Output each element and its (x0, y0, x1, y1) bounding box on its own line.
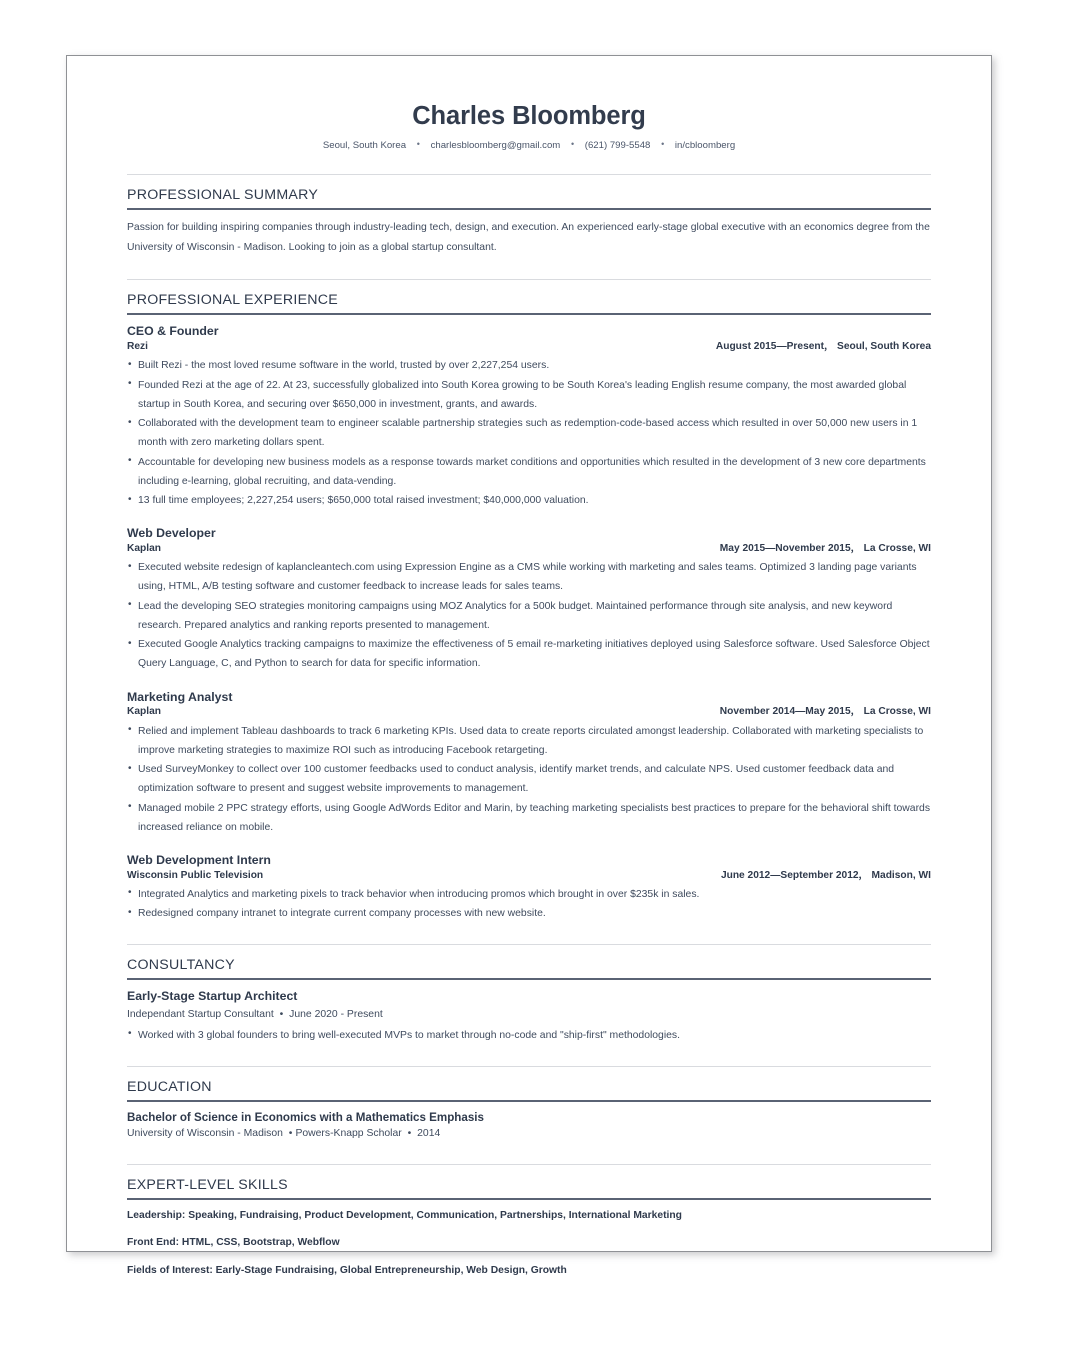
bullet-item: • Collaborated with the development team to engineer scalable partnership strategies such as redemption-code-based access which resulted in over 50,000 new users in 1 month with zero marketing dollars spent. (127, 414, 931, 453)
skill-line-fields-of-interest: Fields of Interest: Early-Stage Fundraising, Global Entrepreneurship, Web Design, Growth (127, 1264, 567, 1276)
resume-page (66, 55, 992, 1276)
consultancy-entry (127, 988, 931, 1045)
section-rule (127, 978, 931, 980)
section-education (127, 1066, 931, 1143)
section-rule (127, 208, 931, 210)
section-skills (127, 1164, 931, 1278)
education-year: 2014 (417, 1128, 441, 1140)
job-title: Web Development Intern (127, 853, 271, 868)
contact-separator-icon: • (661, 139, 665, 150)
section-rule (127, 1100, 931, 1102)
company-name: Wisconsin Public Television (127, 869, 264, 881)
section-rule (127, 1198, 931, 1200)
consultancy-dates: June 2020 - Present (289, 1009, 383, 1021)
section-heading-experience: PROFESSIONAL EXPERIENCE (127, 292, 338, 309)
bullet-item: • Built Rezi - the most loved resume software in the world, trusted by over 2,227,254 users. (127, 356, 931, 375)
bullet-item: • Worked with 3 global founders to bring well-executed MVPs to market through no-code and "ship-first" methodologies. (127, 1026, 931, 1045)
section-consultancy (127, 944, 931, 1045)
degree-name: Bachelor of Science in Economics with a Mathematics Emphasis (127, 1111, 484, 1124)
bullet-item: • Lead the developing SEO strategies monitoring campaigns using MOZ Analytics for a 500k budget. Maintained performance through site analysis, and new keyword research. Prepared analytics and ranking reports presented to management. (127, 597, 931, 636)
bullet-item: • Relied and implement Tableau dashboards to track 6 marketing KPIs. Used data to create reports circulated amongst leadership. Collaborated with marketing specialists to improve marketing strategies to maximize ROI such as introducing Facebook retargeting. (127, 722, 931, 761)
contact-line (127, 140, 931, 152)
bullet-item: • 13 full time employees; 2,227,254 users; $650,000 total raised investment; $40,000,000 valuation. (127, 491, 931, 510)
summary-text: Passion for building inspiring companies through industry-leading tech, design, and execution. An experienced early-stage global executive with an economics degree from the University of Wisconsin - Madison. Looking to join as a global startup consultant. (127, 221, 930, 254)
job-dates-location: August 2015—Present， Seoul, South Korea (715, 341, 931, 352)
section-heading-summary: PROFESSIONAL SUMMARY (127, 186, 319, 203)
skill-line-leadership: Leadership: Speaking, Fundraising, Product Development, Communication, Partnerships, International Marketing (127, 1209, 682, 1221)
experience-entry (127, 323, 931, 510)
contact-linkedin[interactable]: in/cbloomberg (674, 140, 736, 152)
job-header-row (127, 869, 931, 883)
bullet-item: • Managed mobile 2 PPC strategy efforts, using Google AdWords Editor and Marin, by teaching marketing specialists best practices to prepare for the behavioral shift towards increased reliance on mobile. (127, 799, 931, 838)
job-title: CEO & Founder (127, 324, 219, 339)
meta-separator-icon: • (279, 1009, 284, 1021)
job-bullets (127, 722, 931, 838)
education-meta (127, 1126, 931, 1143)
bullet-item: • Executed Google Analytics tracking campaigns to maximize the effectiveness of 5 email re-marketing initiatives deployed using Salesforce software. Used Salesforce Object Query Language, C, and Python to search for data for specific information. (127, 635, 931, 674)
bullet-item: • Integrated Analytics and marketing pixels to track behavior when introducing promos which brought in over $235k in sales. (127, 885, 931, 904)
bullet-item: • Accountable for developing new business models as a response towards market conditions and opportunities which resulted in the development of 3 new core departments including e-learning, global recruiting, and data-vending. (127, 453, 931, 492)
education-honor: Powers-Knapp Scholar (295, 1128, 402, 1140)
job-bullets (127, 356, 931, 510)
company-name: Kaplan (127, 706, 161, 718)
section-professional-experience (127, 279, 931, 923)
contact-phone[interactable]: (621) 799-5548 (584, 140, 651, 152)
job-bullets (127, 558, 931, 674)
school-name: University of Wisconsin - Madison (127, 1128, 283, 1140)
contact-email[interactable]: charlesbloomberg@gmail.com (430, 140, 561, 152)
section-divider (127, 174, 931, 175)
meta-separator-icon: • (407, 1128, 412, 1140)
company-name: Kaplan (127, 542, 161, 554)
bullet-item: • Founded Rezi at the age of 22. At 23, successfully globalized into South Korea growing to be South Korea's leading English resume company, the most awarded global startup in South Korea, and securing over $650,000 in investment, grants, and awards. (127, 376, 931, 415)
section-divider (127, 1164, 931, 1165)
bullet-item: • Redesigned company intranet to integrate current company processes with new website. (127, 904, 931, 923)
section-divider (127, 279, 931, 280)
contact-separator-icon: • (416, 139, 420, 150)
job-header-row (127, 542, 931, 556)
company-name: Rezi (127, 341, 148, 352)
experience-entry (127, 525, 931, 673)
job-dates-location: May 2015—November 2015， La Crosse, WI (719, 542, 931, 554)
consultancy-org: Independant Startup Consultant (127, 1009, 274, 1021)
candidate-name: Charles Bloomberg (412, 102, 646, 130)
consultancy-bullets (127, 1026, 931, 1045)
resume-header (127, 102, 931, 153)
meta-separator-icon: • (288, 1128, 293, 1140)
section-professional-summary (127, 174, 931, 259)
consultancy-meta (127, 1006, 931, 1024)
section-heading-education: EDUCATION (127, 1078, 212, 1095)
job-dates-location: June 2012—September 2012， Madison, WI (720, 869, 931, 881)
skill-line-front-end: Front End: HTML, CSS, Bootstrap, Webflow (127, 1237, 340, 1249)
contact-separator-icon: • (570, 139, 575, 150)
experience-entry (127, 689, 931, 837)
job-header-row (127, 705, 931, 719)
experience-entry (127, 852, 931, 923)
job-dates-location: November 2014—May 2015， La Crosse, WI (719, 706, 931, 718)
job-header-row (127, 340, 931, 354)
bullet-item: • Used SurveyMonkey to collect over 100 customer feedbacks used to conduct analysis, identify market trends, and calculate NPS. Used customer feedback data and optimization software to present and suggest website improvements to management. (127, 760, 931, 799)
job-bullets (127, 885, 931, 924)
education-entry (127, 1110, 931, 1143)
job-title: Web Developer (127, 526, 216, 541)
bullet-item: • Executed website redesign of kaplancleantech.com using Expression Engine as a CMS while working with marketing and sales teams. Optimized 3 landing page variants using, HTML, A/B testing software and customer feedback to increase leads for sales teams. (127, 558, 931, 597)
job-title: Marketing Analyst (127, 689, 233, 704)
section-divider (127, 1066, 931, 1067)
section-heading-consultancy: CONSULTANCY (127, 957, 235, 974)
section-divider (127, 944, 931, 945)
consultancy-title: Early-Stage Startup Architect (127, 989, 298, 1004)
section-rule (127, 313, 931, 315)
section-heading-skills: EXPERT-LEVEL SKILLS (127, 1176, 288, 1193)
contact-location: Seoul, South Korea (322, 140, 407, 152)
